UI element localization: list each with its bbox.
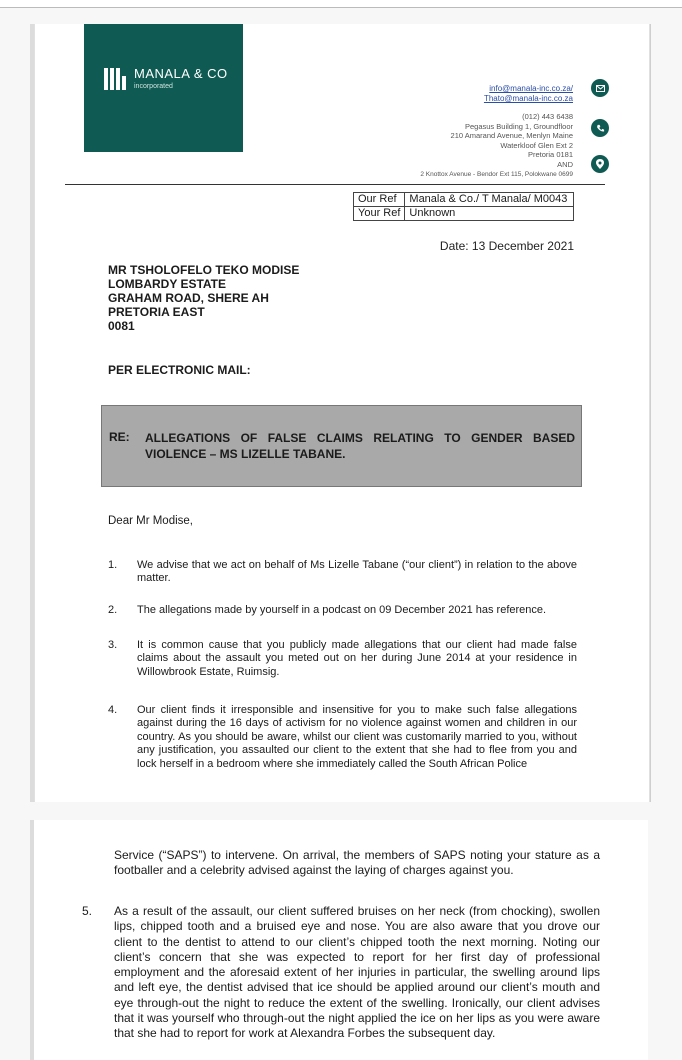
firm-logo xyxy=(84,24,243,152)
email-icon xyxy=(591,79,609,97)
email-link-1[interactable]: info@manala-inc.co.za/ xyxy=(489,84,573,93)
firm-subtitle: incorporated xyxy=(134,83,173,90)
paragraph-text: It is common cause that you publicly made allegations that our client had made false claims about the assault you meted out on her during June 2014 at your residence in Willowbrook Estate, Ruimsig. xyxy=(137,639,577,678)
email-link-2[interactable]: Thato@manala-inc.co.za xyxy=(483,94,573,103)
address-line: 2 Knottox Avenue - Bendor Ext 115, Polokwane 0699 xyxy=(420,171,573,178)
address-line: AND xyxy=(557,159,573,169)
previous-page-edge xyxy=(0,0,682,8)
subject-box xyxy=(101,405,582,487)
previous-page-border xyxy=(0,7,682,8)
address-line: 210 Amarand Avenue, Menlyn Maine xyxy=(450,131,573,140)
recipient-line: 0081 xyxy=(108,319,135,333)
your-ref-value: Unknown xyxy=(405,207,574,221)
letter-page-1 xyxy=(34,24,650,802)
recipient-line: LOMBARDY ESTATE xyxy=(108,277,227,291)
paragraph-number: 3. xyxy=(108,639,118,651)
location-icon xyxy=(591,155,609,173)
paragraph-text: As a result of the assault, our client suffered bruises on her neck (from chocking), swollen lips, chipped tooth and a bruised eye and nose. You are also aware that you drove our client to the dentist to attend to our client’s chipped tooth the next morning. Noting our client’s concern that she was expected to report for her first day of professional employment and the aforesaid extent of her injuries in particular, the swelling around lips and left eye, the dentist advised that ice should be applied around our client’s mouth and eye through-out the night to reduce the extent of the swelling. Ironically, our client advises that it was yourself who through-out the night applied the ice on her lips as you were aware that she had to report for work at Alexandra Forbes the subsequent day. xyxy=(114,904,600,1041)
address-line: Pegasus Building 1, Groundfloor xyxy=(465,121,573,131)
phone-number: (012) 443 6438 xyxy=(522,112,573,121)
paragraph-text: We advise that we act on behalf of Ms Lizelle Tabane (“our client”) in relation to the above matter. xyxy=(137,559,577,585)
delivery-method: PER ELECTRONIC MAIL: xyxy=(108,363,251,377)
recipient-line: PRETORIA EAST xyxy=(108,305,205,319)
paragraph-text: The allegations made by yourself in a podcast on 09 December 2021 has reference. xyxy=(137,604,547,616)
paragraph-text: Our client finds it irresponsible and insensitive for you to make such false allegations against during the 16 days of activism for no violence against women and children in our country. As you should be aware, whilst our client was customarily married to you, without any justification, you assaulted our client to the extent that she had to flee from you and lock herself in a bedroom where she immediately called the South African Police xyxy=(137,704,577,770)
paragraph-number: 5. xyxy=(82,904,93,918)
recipient-address xyxy=(108,263,299,333)
subject-label: RE: xyxy=(109,430,130,444)
letter-page-2 xyxy=(34,820,648,1060)
paragraph-number: 4. xyxy=(108,704,118,716)
our-ref-label: Our Ref xyxy=(354,193,405,207)
paragraph-continuation: Service (“SAPS”) to intervene. On arrival, the members of SAPS noting your stature as a footballer and a celebrity advised against the laying of charges against you. xyxy=(114,848,600,878)
reference-table xyxy=(353,192,574,221)
salutation: Dear Mr Modise, xyxy=(108,515,193,527)
subject-text: ALLEGATIONS OF FALSE CLAIMS RELATING TO GENDER BASED VIOLENCE – MS LIZELLE TABANE. xyxy=(145,431,575,461)
recipient-line: MR TSHOLOFELO TEKO MODISE xyxy=(108,263,300,277)
letter-date: Date: 13 December 2021 xyxy=(439,239,574,253)
your-ref-label: Your Ref xyxy=(354,207,405,221)
contact-block xyxy=(353,84,573,180)
firm-name: MANALA & CO xyxy=(134,66,228,81)
logo-mark-icon xyxy=(104,68,128,90)
address-line: Waterkloof Glen Ext 2 xyxy=(500,140,573,150)
header-divider xyxy=(65,184,605,185)
our-ref-value: Manala & Co./ T Manala/ M0043 xyxy=(405,193,574,207)
address-line: Pretoria 0181 xyxy=(527,150,573,159)
paragraph-number: 2. xyxy=(108,604,118,616)
paragraph-number: 1. xyxy=(108,559,118,571)
recipient-line: GRAHAM ROAD, SHERE AH xyxy=(108,291,269,305)
phone-icon xyxy=(591,119,609,137)
